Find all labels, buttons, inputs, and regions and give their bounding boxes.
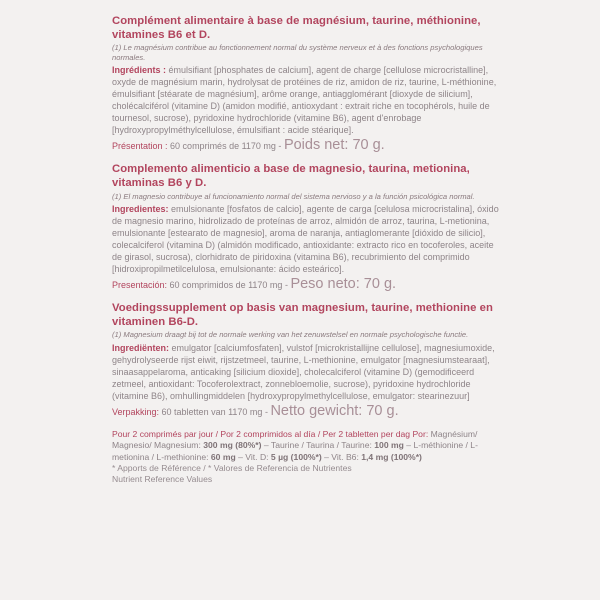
section-title: Voedingssupplement op basis van magnesium, taurine, methionine en vitaminen B6-D.: [112, 302, 493, 328]
section-spanish: [112, 163, 505, 292]
methionine-label: – L-méthionine / L-metionina / L-methionine:: [112, 440, 478, 462]
section-french: [112, 15, 505, 153]
presentation-text: 60 comprimés de 1170 mg -: [167, 141, 284, 152]
magnesium-value: 300 mg (80%*): [203, 440, 262, 451]
net-weight: Poids net: 70 g.: [283, 137, 385, 154]
presentation-line: [112, 138, 505, 153]
ingredients-text: emulgator [calciumfosfaten], vulstof [microkristallijne cellulose], magnesiumoxide, gehydrolyseerde rijst eiwit, rijstzetmeel, taurine, L-methionine, emulgator [magnesiumstearaat], sinaasappelaroma, anticaking [silicium dioxide], cholecalciferol (vitamine D) (gemodificeerd zetmeel, antioxidant: Tocoferolextract, zonnebloemolie, sucrose), pyridoxine hydrochloride (vitamine B6), omhullingmiddelen [hydroxypropylmethylcellulose, emulgator: stearinezuur]: [112, 342, 495, 401]
ingredients-block: [112, 342, 505, 402]
taurine-value: 100 mg: [374, 440, 404, 451]
magnesium-label: Magnésium/ Magnesio/ Magnesium:: [112, 428, 478, 451]
presentation-line: [112, 277, 505, 292]
vitamin-d-label: – Vit. D:: [235, 451, 271, 462]
section-dutch: [112, 302, 505, 419]
ingredients-label: Ingredientes:: [112, 204, 169, 215]
presentation-label: Présentation :: [112, 141, 168, 152]
presentation-text: 60 tabletten van 1170 mg -: [159, 406, 271, 417]
ingredients-block: [112, 64, 505, 136]
presentation-label: Verpakking:: [112, 406, 160, 417]
section-footnote: (1) Le magnésium contribue au fonctionnement normal du système nerveux et à des fonctions psychologiques normales.: [112, 43, 483, 62]
dosage-intro: Pour 2 comprimés par jour / Por 2 comprimidos al día / Per 2 tabletten per dag Por:: [112, 428, 429, 439]
presentation-text: 60 comprimidos de 1170 mg -: [167, 280, 291, 291]
vitamin-b6-label: – Vit. B6:: [321, 451, 362, 462]
ingredients-label: Ingrédients :: [112, 65, 167, 76]
vitamin-b6-value: 1,4 mg (100%*): [361, 451, 422, 462]
section-title: Complément alimentaire à base de magnésium, taurine, méthionine, vitamines B6 et D.: [112, 15, 481, 41]
presentation-line: [112, 404, 505, 419]
net-weight: Peso neto: 70 g.: [290, 276, 397, 293]
taurine-label: – Taurine / Taurina / Taurine:: [261, 440, 375, 451]
ingredients-text: émulsifiant [phosphates de calcium], agent de charge [cellulose microcristalline], oxyde de magnésium marin, hydrolysat de protéines de riz, amidon de riz, taurine, L-méthionine, émulsifiant [stéarate de magnésium], arôme orange, antiagglomérant [dioxyde de silicium], cholécalciférol (vitamine D) (amidon modifié, antioxydant : extrait riche en tocophérols, huile de tournesol, sucrose), pyridoxine hydrochloride (vitamine B6), agent d'enrobage [hydroxypropylméthylcellulose, émulsifiant : acide stéarique].: [112, 65, 497, 136]
net-weight: Netto gewicht: 70 g.: [270, 402, 399, 419]
ingredients-block: [112, 203, 505, 275]
dosage-block: [112, 429, 505, 463]
methionine-value: 60 mg: [210, 451, 236, 462]
reference-line: Nutrient Reference Values: [112, 474, 213, 485]
section-footnote: (1) El magnesio contribuye al funcionamiento normal del sistema nervioso y a la función psicológica normal.: [112, 191, 475, 201]
section-footnote: (1) Magnesium draagt bij tot de normale werking van het zenuwstelsel en normale psychologische functie.: [112, 330, 469, 340]
reference-line: * Apports de Référence / * Valores de Referencia de Nutrientes: [112, 462, 352, 473]
ingredients-label: Ingrediënten:: [112, 342, 170, 353]
section-title: Complemento alimenticio a base de magnesio, taurina, metionina, vitaminas B6 y D.: [112, 163, 470, 189]
ingredients-text: emulsionante [fosfatos de calcio], agente de carga [celulosa microcristalina], óxido de magnesio marino, hidrolizado de proteínas de arroz, almidón de arroz, taurina, L-metionina, emulsionante [estearato de magnesio], aroma de naranja, antiaglomerante [dióxido de silicio], colecalciferol (vitamina D) (almidón modificado, antioxidante: extracto rico en tocoferoles, aceite de girasol, sucrosa), clorhidrato de piridoxina (vitamina B6), recubrimiento del comprimido [hidroxipropilmetilcelulosa, emulsionante: ácido esteárico].: [112, 204, 499, 275]
reference-values-note: [112, 463, 505, 486]
presentation-label: Presentación:: [112, 280, 168, 291]
vitamin-d-value: 5 µg (100%*): [270, 451, 322, 462]
